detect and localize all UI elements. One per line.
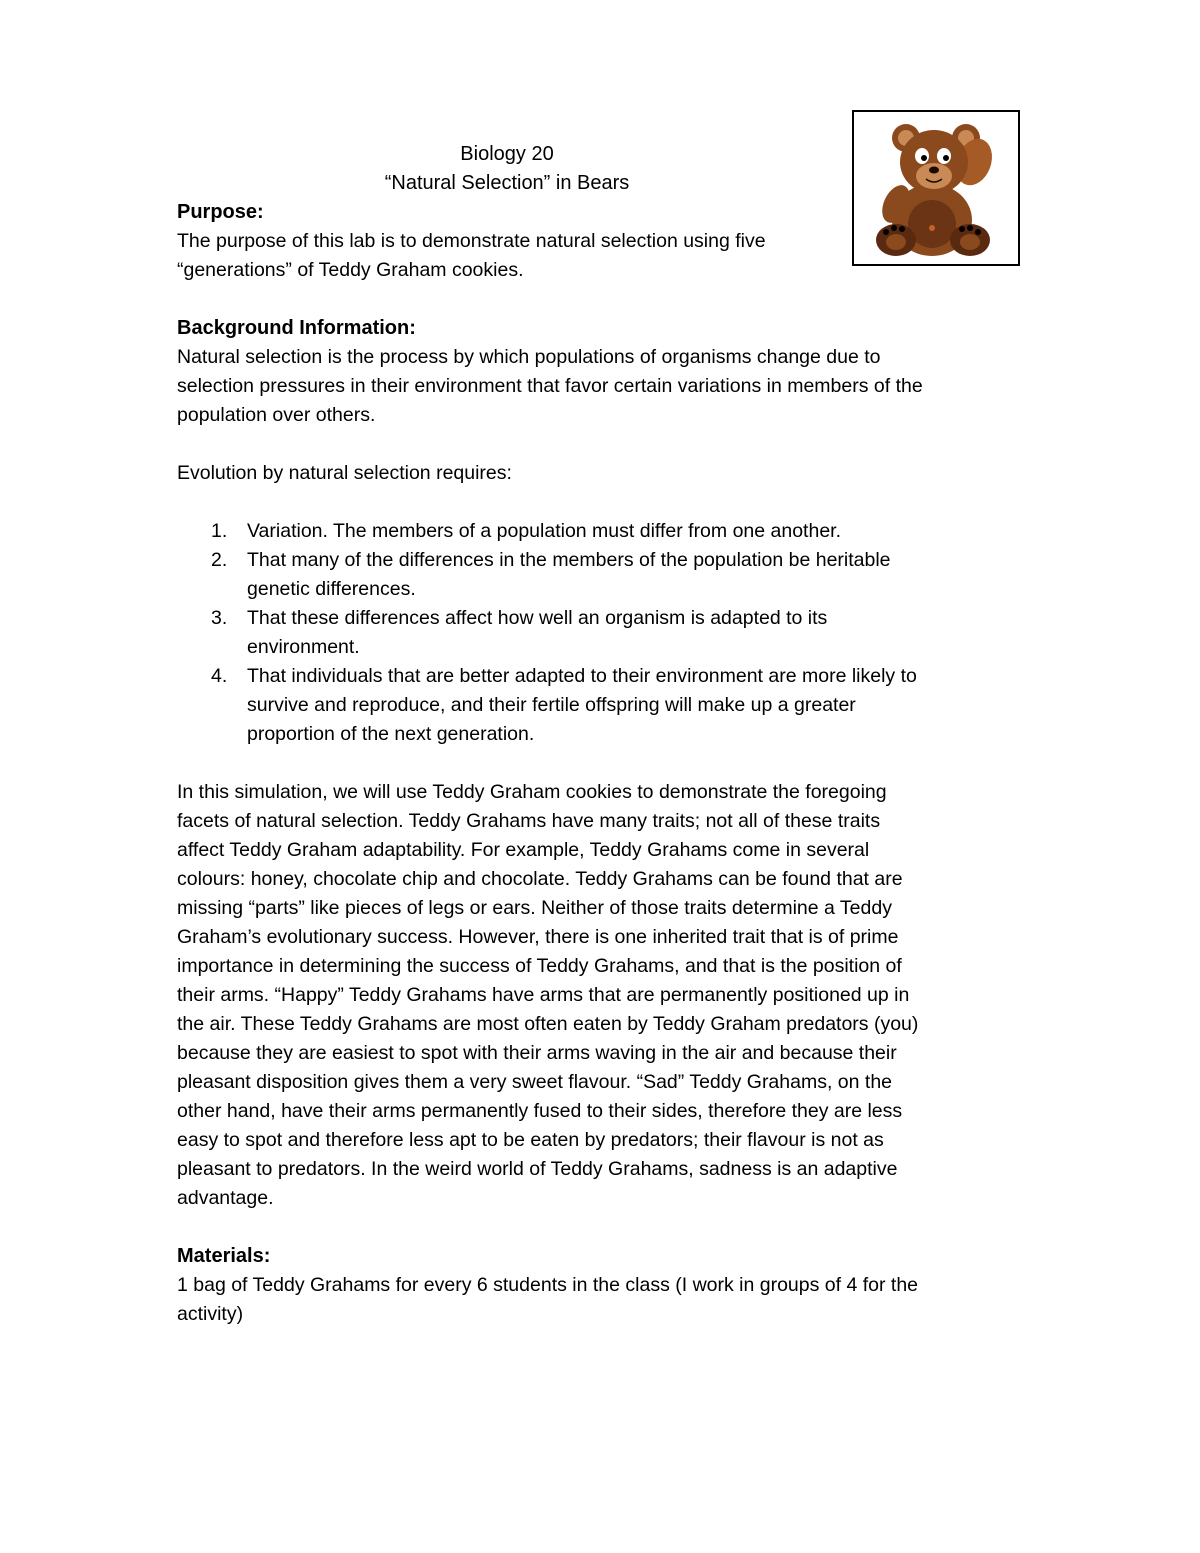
list-item: 2. That many of the differences in the members of the population be heritable genetic differences.: [211, 549, 891, 600]
background-line: population over others.: [177, 404, 376, 426]
list-item: 1. Variation. The members of a population must differ from one another.: [211, 520, 841, 542]
materials-line: activity): [177, 1303, 244, 1325]
purpose-line: The purpose of this lab is to demonstrate natural selection using five: [177, 230, 766, 252]
simulation-paragraph: In this simulation, we will use Teddy Graham cookies to demonstrate the foregoing facets of natural selection. Teddy Grahams have many traits; not all of these traits affect Teddy Graham adaptability. For example, Teddy Grahams come in several colours: honey, chocolate chip and chocolate. Teddy Grahams can be found that are missing “parts” like pieces of legs or ears. Neither of those traits determine a Teddy Graham’s evolutionary success. However, there is one inherited trait that is of prime importance in determining the success of Teddy Grahams, and that is the position of their arms. “Happy” Teddy Grahams have arms that are permanently positioned up in the air. These Teddy Grahams are most often eaten by Teddy Graham predators (you) because they are easiest to spot with their arms waving in the air and because their pleasant disposition gives them a very sweet flavour. “Sad” Teddy Grahams, on the other hand, have their arms permanently fused to their sides, therefore they are less easy to spot and therefore less apt to be eaten by predators; their flavour is not as pleasant to predators. In the weird world of Teddy Grahams, sadness is an adaptive advantage.: [177, 781, 919, 1209]
requirements-list: [177, 517, 1037, 749]
requires-intro: Evolution by natural selection requires:: [177, 462, 512, 484]
background-heading: Background Information:: [177, 317, 416, 339]
materials-line: 1 bag of Teddy Grahams for every 6 students in the class (I work in groups of 4 for the: [177, 1274, 919, 1296]
lab-title: “Natural Selection” in Bears: [384, 172, 630, 194]
purpose-heading: Purpose:: [177, 201, 264, 223]
list-item: 4. That individuals that are better adapted to their environment are more likely to survive and reproduce, and their fertile offspring will make up a greater proportion of the next generation.: [211, 665, 917, 745]
materials-heading: Materials:: [177, 1245, 271, 1267]
background-line: Natural selection is the process by which populations of organisms change due to: [177, 346, 881, 368]
course-title: Biology 20: [460, 143, 554, 165]
background-line: selection pressures in their environment that favor certain variations in members of the: [177, 375, 923, 397]
list-item: 3. That these differences affect how well an organism is adapted to its environment.: [211, 607, 828, 658]
document-body: [177, 140, 1037, 1329]
purpose-line: “generations” of Teddy Graham cookies.: [177, 259, 524, 281]
